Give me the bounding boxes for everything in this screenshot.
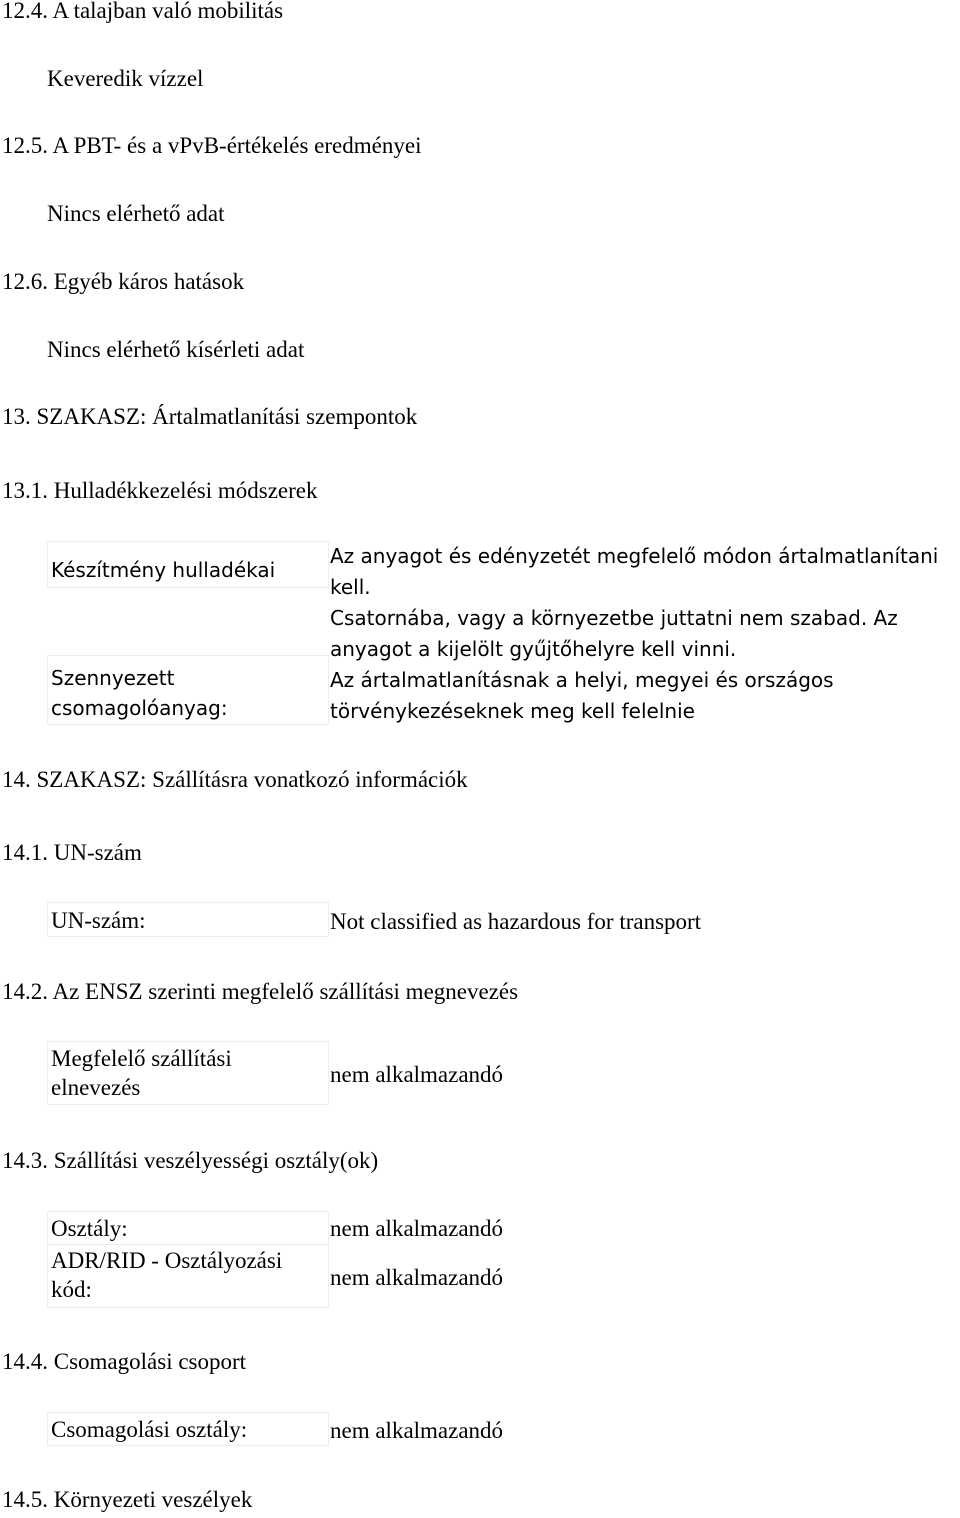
disposal-text: Az anyagot és edényzetét megfelelő módon ártalmatlanítani kell. Csatornába, vagy a környezetbe juttatni nem szabad. Az anyagot a kijelölt gyűjtőhelyre kell vinni. Az ártalmatlanításnak a helyi, megyei és országos törvénykezéseknek meg kell felelnie [330,544,939,723]
section-13-1-heading: 13.1. Hulladékkezelési módszerek [2,478,318,503]
class-label: Osztály: [47,1211,329,1245]
section-12-6-text: Nincs elérhető kísérleti adat [47,337,305,362]
section-12-6-heading: 12.6. Egyéb káros hatások [2,269,245,294]
section-14-3-heading: 14.3. Szállítási veszélyességi osztály(ok) [2,1148,379,1173]
section-14-5-heading: 14.5. Környezeti veszélyek [2,1487,253,1512]
un-number-label: UN-szám: [47,902,329,937]
shipping-name-value: nem alkalmazandó [330,1062,504,1087]
section-13-heading: 13. SZAKASZ: Ártalmatlanítási szempontok [2,404,418,429]
section-12-5-text: Nincs elérhető adat [47,201,225,226]
section-14-2-heading: 14.2. Az ENSZ szerinti megfelelő szállítási megnevezés [2,979,519,1004]
section-12-5-heading: 12.5. A PBT- és a vPvB-értékelés eredményei [2,133,422,158]
adr-rid-value: nem alkalmazandó [330,1265,504,1290]
adr-rid-label: ADR/RID - Osztályozási kód: [47,1244,329,1308]
un-number-value: Not classified as hazardous for transport [330,909,702,934]
waste-label: Készítmény hulladékai [47,541,329,588]
packing-group-value: nem alkalmazandó [330,1418,504,1443]
packing-group-label: Csomagolási osztály: [47,1412,329,1446]
section-12-4-heading: 12.4. A talajban való mobilitás [2,0,284,23]
section-14-1-heading: 14.1. UN-szám [2,840,142,865]
shipping-name-label: Megfelelő szállítási elnevezés [47,1041,329,1105]
class-value: nem alkalmazandó [330,1216,504,1241]
section-12-4-text: Keveredik vízzel [47,66,204,91]
packaging-label: Szennyezett csomagolóanyag: [47,655,329,725]
section-14-4-heading: 14.4. Csomagolási csoport [2,1349,247,1374]
section-14-heading: 14. SZAKASZ: Szállításra vonatkozó információk [2,767,468,792]
